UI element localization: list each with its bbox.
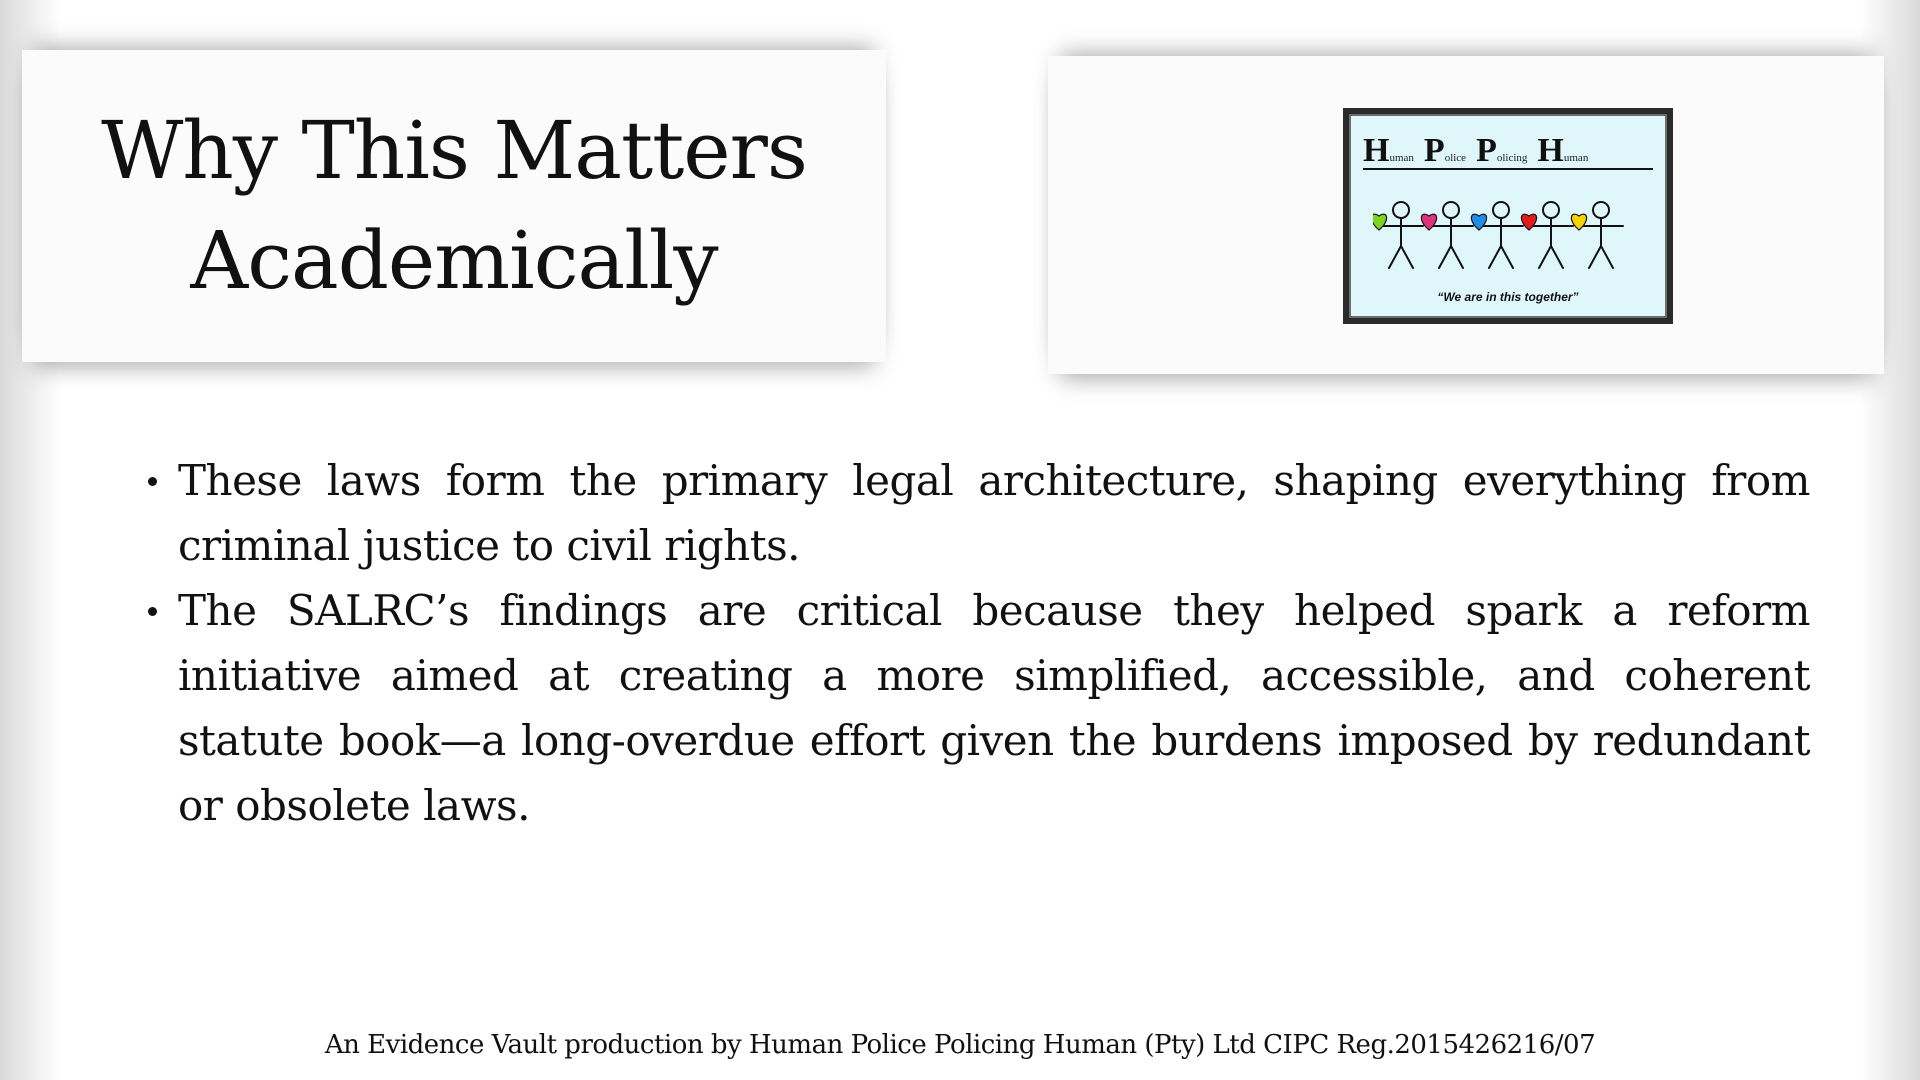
logo-initial-4: H (1537, 132, 1564, 169)
logo-initial-1: H (1363, 132, 1390, 169)
logo-card (1048, 56, 1884, 374)
logo-word-4: uman (1563, 152, 1589, 164)
bullet-dot-icon (148, 607, 157, 616)
bullet-text: The SALRC’s findings are critical because they helped spark a reform initiative aimed at creating a more simplified, accessible, and coherent statute book—a long-overdue effort given the burdens imposed by redundant or obsolete laws. (178, 586, 1810, 830)
title-line-2: Academically (190, 214, 718, 307)
logo-company-name (1363, 134, 1653, 170)
stick-figure-body (1529, 218, 1573, 268)
hpph-logo (1343, 108, 1673, 324)
slide-title (101, 96, 807, 316)
heart-icon (1373, 214, 1387, 230)
logo-initial-3: P (1476, 132, 1497, 169)
stick-figure-body (1379, 218, 1423, 268)
stick-figure-head (1543, 202, 1559, 218)
stick-figure-head (1443, 202, 1459, 218)
stick-figure-head (1393, 202, 1409, 218)
bullet-dot-icon (148, 477, 157, 486)
logo-initial-2: P (1423, 132, 1445, 169)
bullet-item (140, 578, 1810, 838)
bullet-text: These laws form the primary legal architecture, shaping everything from criminal justice to civil rights. (178, 456, 1810, 570)
stick-figure-body (1429, 218, 1473, 268)
title-card (22, 50, 886, 362)
stick-figure-body (1579, 218, 1623, 268)
content-area (140, 448, 1810, 838)
title-line-1: Why This Matters (101, 104, 807, 197)
logo-word-2: olice (1444, 152, 1467, 164)
heart-icon (1421, 214, 1436, 230)
stick-figure-head (1593, 202, 1609, 218)
logo-tagline: “We are in this together” (1437, 290, 1579, 304)
logo-word-3: olicing (1496, 152, 1528, 164)
stick-figures-illustration (1373, 196, 1643, 276)
logo-word-1: uman (1389, 152, 1414, 164)
stick-figure-head (1493, 202, 1509, 218)
logo-inner (1349, 114, 1667, 318)
stick-figure-body (1479, 218, 1523, 268)
heart-icon (1571, 214, 1586, 230)
footer-credit: An Evidence Vault production by Human Police Policing Human (Pty) Ltd CIPC Reg.2015426216/07 (324, 1030, 1596, 1060)
bullet-list (140, 448, 1810, 838)
heart-icon (1521, 214, 1536, 230)
bullet-item (140, 448, 1810, 578)
heart-icon (1471, 214, 1486, 230)
